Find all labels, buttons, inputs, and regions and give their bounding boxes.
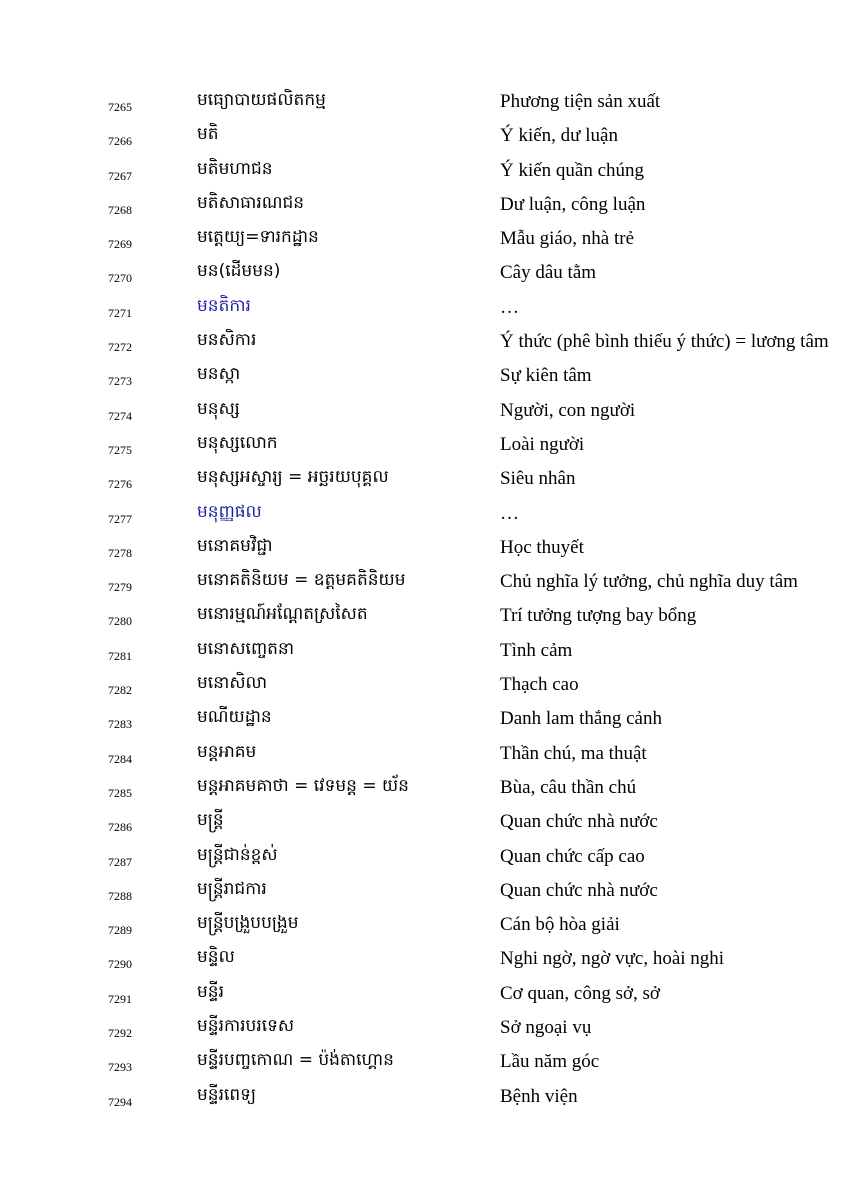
vietnamese-translation: Mẫu giáo, nhà trẻ (500, 228, 635, 250)
entry-number: 7282 (108, 683, 132, 698)
vietnamese-translation: Thần chú, ma thuật (500, 742, 647, 764)
entry-number: 7283 (108, 717, 132, 732)
vietnamese-translation: Quan chức cấp cao (500, 845, 645, 867)
vietnamese-translation: Bệnh viện (500, 1085, 578, 1107)
khmer-term: មនស្កា (197, 364, 241, 385)
entry-row (0, 86, 848, 120)
vietnamese-translation: Trí tưởng tượng bay bổng (500, 605, 697, 627)
vietnamese-translation: Cán bộ hòa giải (500, 914, 620, 936)
entry-row (0, 292, 848, 326)
khmer-term: មនតិការ (197, 295, 251, 316)
vietnamese-translation: Danh lam thắng cảnh (500, 708, 662, 730)
entry-row (0, 1046, 848, 1080)
khmer-term: មន្ទីរពេទ្យ (197, 1084, 257, 1105)
entry-number: 7280 (108, 614, 132, 629)
entry-row (0, 1081, 848, 1115)
khmer-term: មតិ (197, 124, 219, 145)
khmer-term: មធ្យោបាយផលិតកម្ម (197, 90, 326, 110)
khmer-term: មន្ទីរបញ្ចកោណ = ប៉ង់តាហ្គោន (197, 1050, 394, 1071)
entry-number: 7269 (108, 237, 132, 252)
entry-row (0, 1012, 848, 1046)
entry-number: 7268 (108, 202, 132, 217)
vietnamese-translation: Tình cảm (500, 639, 573, 661)
khmer-term: មន្ទីរការបរទេស (197, 1016, 295, 1037)
vietnamese-translation: Ý thức (phê bình thiếu ý thức) = lương tâm (500, 331, 829, 353)
entry-row (0, 223, 848, 257)
vietnamese-translation: Học thuyết (500, 536, 584, 558)
entry-row (0, 498, 848, 532)
vietnamese-translation: Siêu nhân (500, 468, 576, 490)
khmer-term: មន្ទិល (197, 947, 235, 968)
khmer-term: មនុស្ស (197, 398, 240, 419)
vietnamese-translation: … (500, 502, 519, 524)
entry-number: 7286 (108, 820, 132, 835)
entry-row (0, 257, 848, 291)
vietnamese-translation: Bùa, câu thần chú (500, 776, 637, 798)
entry-number: 7289 (108, 923, 132, 938)
khmer-term: មនោសញ្ចេតនា (197, 638, 295, 659)
entry-row (0, 703, 848, 737)
entry-row (0, 772, 848, 806)
vietnamese-translation: … (500, 296, 519, 318)
entry-row (0, 978, 848, 1012)
khmer-term: មត្តេយ្យ=ទារកដ្ឋាន (197, 227, 319, 248)
khmer-term: មន្ត្រីជាន់ខ្ពស់ (197, 844, 278, 865)
khmer-term: មនុស្សលោក (197, 432, 278, 453)
entry-number: 7267 (108, 168, 132, 183)
khmer-term: មនោសិលា (197, 673, 268, 694)
entry-row (0, 875, 848, 909)
entry-row (0, 155, 848, 189)
khmer-term: មនោគមវិជ្ជា (197, 535, 273, 556)
vietnamese-translation: Cây dâu tằm (500, 262, 597, 284)
entry-number: 7272 (108, 340, 132, 355)
entry-number: 7292 (108, 1026, 132, 1041)
vietnamese-translation: Nghi ngờ, ngờ vực, hoài nghi (500, 948, 725, 970)
khmer-term: មនសិការ (197, 330, 257, 351)
entry-number: 7294 (108, 1094, 132, 1109)
entry-number: 7270 (108, 271, 132, 286)
vietnamese-translation: Phương tiện sản xuất (500, 91, 661, 112)
entry-number: 7266 (108, 134, 132, 149)
khmer-term: មន្ត្រី (197, 810, 224, 831)
entry-row (0, 360, 848, 394)
vietnamese-translation: Ý kiến quần chúng (500, 159, 645, 181)
entry-number: 7277 (108, 511, 132, 526)
entry-row (0, 600, 848, 634)
entry-number: 7290 (108, 957, 132, 972)
entry-row (0, 669, 848, 703)
vietnamese-translation: Người, con người (500, 399, 636, 421)
entry-row (0, 566, 848, 600)
khmer-term: មនោគតិនិយម = ឧត្តមគតិនិយម (197, 570, 406, 591)
khmer-term: មន(ដើមមន) (197, 261, 281, 282)
entry-row (0, 120, 848, 154)
vietnamese-translation: Loài người (500, 433, 585, 455)
vietnamese-translation: Quan chức nhà nước (500, 811, 658, 833)
khmer-term: មតិមហាជន (197, 158, 273, 179)
vietnamese-translation: Sở ngoại vụ (500, 1017, 592, 1039)
entry-number: 7281 (108, 648, 132, 663)
entry-row (0, 532, 848, 566)
vietnamese-translation: Sự kiên tâm (500, 365, 592, 387)
khmer-term: មនោរម្មណ៍អណ្តែតស្រសៃត (197, 604, 368, 625)
entry-row (0, 463, 848, 497)
entry-row (0, 635, 848, 669)
entry-row (0, 429, 848, 463)
entry-number: 7285 (108, 785, 132, 800)
khmer-term: មណីយដ្ឋាន (197, 707, 272, 728)
entry-number: 7276 (108, 477, 132, 492)
khmer-term: មន្ត្រីបង្រួបបង្រួម (197, 913, 299, 934)
entry-number: 7273 (108, 374, 132, 389)
khmer-term: មន្តអាគម (197, 741, 257, 762)
khmer-term: មន្ត្រីរាជការ (197, 878, 267, 899)
entry-row (0, 943, 848, 977)
entry-row (0, 841, 848, 875)
entry-number: 7291 (108, 991, 132, 1006)
entry-number: 7271 (108, 305, 132, 320)
entry-number: 7287 (108, 854, 132, 869)
khmer-term: មតិសាធារណជន (197, 192, 305, 213)
khmer-term: មន្ទីរ (197, 981, 224, 1002)
entry-row (0, 909, 848, 943)
khmer-term: មន្តអាគមគាថា = វេទមន្ត = យ័ន (197, 775, 409, 796)
entry-number: 7278 (108, 545, 132, 560)
entry-row (0, 738, 848, 772)
entry-number: 7293 (108, 1060, 132, 1075)
vietnamese-translation: Ý kiến, dư luận (500, 125, 618, 147)
vietnamese-translation: Lầu năm góc (500, 1051, 600, 1073)
entry-row (0, 395, 848, 429)
vietnamese-translation: Chủ nghĩa lý tưởng, chủ nghĩa duy tâm (500, 571, 798, 593)
entry-number: 7274 (108, 408, 132, 423)
vietnamese-translation: Dư luận, công luận (500, 193, 646, 215)
entry-row (0, 189, 848, 223)
khmer-term: មនុស្សអស្ចារ្យ = អច្ឆរយបុគ្គល (197, 467, 389, 488)
entry-number: 7265 (108, 100, 132, 114)
entry-row (0, 326, 848, 360)
entry-number: 7275 (108, 442, 132, 457)
khmer-term: មនុញ្ញផល (197, 501, 262, 522)
entry-number: 7284 (108, 751, 132, 766)
entry-row (0, 806, 848, 840)
entry-number: 7288 (108, 888, 132, 903)
entry-list (0, 86, 848, 1115)
vietnamese-translation: Thạch cao (500, 674, 579, 696)
vietnamese-translation: Cơ quan, công sở, sở (500, 982, 660, 1004)
entry-number: 7279 (108, 580, 132, 595)
vietnamese-translation: Quan chức nhà nước (500, 879, 658, 901)
